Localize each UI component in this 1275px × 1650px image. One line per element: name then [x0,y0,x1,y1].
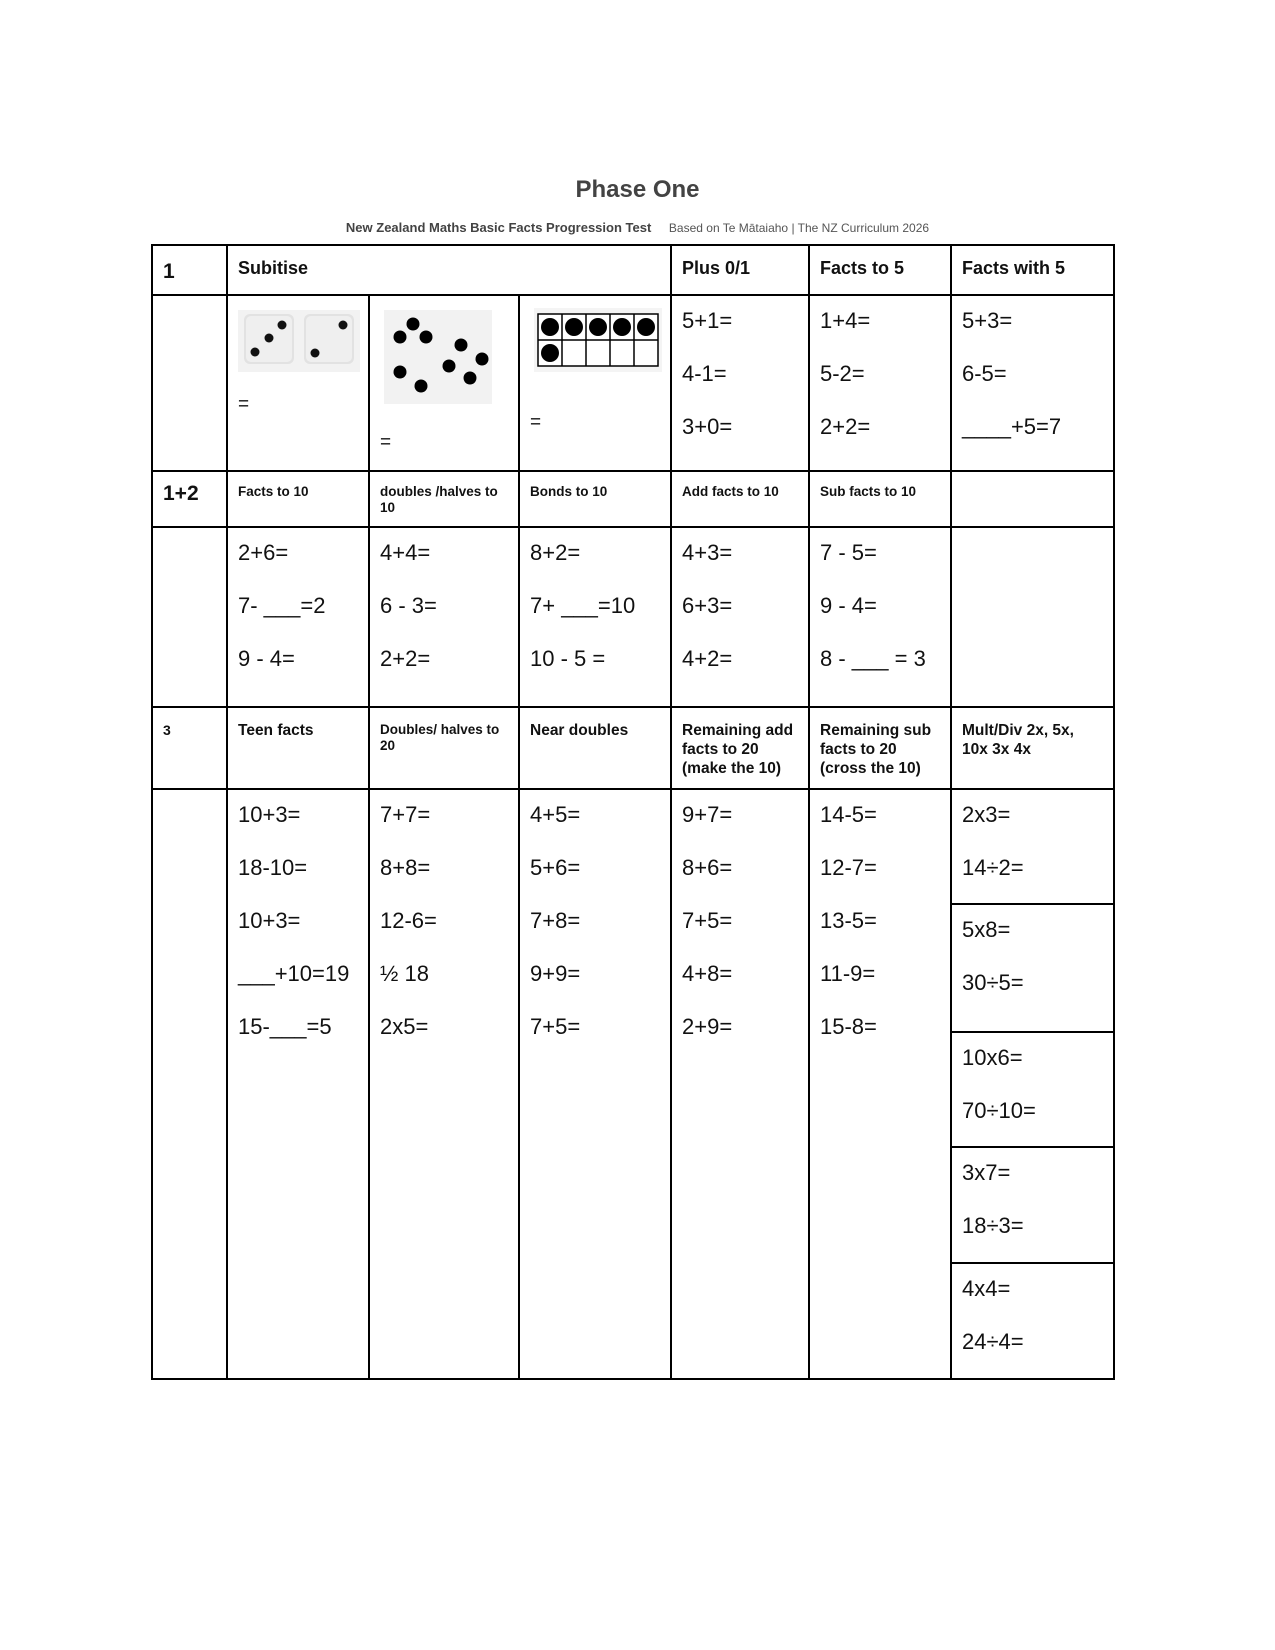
heading-remaining-sub-facts: Remaining sub facts to 20 (cross the 10) [809,707,951,789]
mult-div-group [952,1264,1113,1378]
ten-frame-answer: = [530,412,542,433]
question: 8+8= [380,855,431,880]
question: 10x6= [962,1045,1023,1070]
question: 2+9= [682,1014,733,1039]
question: 7+7= [380,802,431,827]
question: ___+10=19 [238,961,350,986]
heading-facts-to-5: Facts to 5 [809,245,951,295]
heading-doubles-halves-to-10: doubles /halves to 10 [369,471,519,527]
heading-subitise: Subitise [227,245,671,295]
mult-div-group [952,1148,1113,1264]
question: ____+5=7 [962,414,1062,439]
dots-image [384,310,492,404]
question: 12-7= [820,855,877,880]
ten-frame-image [534,308,662,372]
question: 5+6= [530,855,581,880]
question: 7 - 5= [820,540,877,565]
question: 14-5= [820,802,877,827]
question: 9+7= [682,802,733,827]
heading-near-doubles: Near doubles [519,707,671,789]
question: 3x7= [962,1160,1011,1185]
question: 8+6= [682,855,733,880]
page-subtitle [0,220,1275,235]
question: 13-5= [820,908,877,933]
empty-content-cell [951,527,1114,707]
mult-div-cell [951,789,1114,1379]
question: 24÷4= [962,1329,1024,1354]
subitise-dice-cell [227,295,369,471]
subtitle-based-on: Based on Te Mātaiaho | The NZ Curriculum 2026 [668,221,930,235]
question: 6 - 3= [380,593,437,618]
heading-add-facts-to-10: Add facts to 10 [671,471,809,527]
teen-facts-cell [227,789,369,1379]
heading-doubles-halves-to-20: Doubles/ halves to 20 [369,707,519,789]
question: 30÷5= [962,970,1024,995]
question: 7+5= [682,908,733,933]
phase-3-blank [152,789,227,1379]
question: 2x5= [380,1014,429,1039]
question: 5-2= [820,361,865,386]
question: 4+2= [682,646,733,671]
question: 5+1= [682,308,733,333]
question: 4+4= [380,540,431,565]
question: 11-9= [820,961,876,986]
question: 8+2= [530,540,581,565]
question: 12-6= [380,908,437,933]
question: 1+4= [820,308,871,333]
heading-mult-div: Mult/Div 2x, 5x, 10x 3x 4x [951,707,1114,789]
question: 15-8= [820,1014,877,1039]
question: 4+3= [682,540,733,565]
heading-plus-0-1: Plus 0/1 [671,245,809,295]
question: 10+3= [238,802,301,827]
mult-div-group [952,905,1113,1033]
heading-sub-facts-to-10: Sub facts to 10 [809,471,951,527]
phase-1-number: 1 [152,245,227,295]
heading-bonds-to-10: Bonds to 10 [519,471,671,527]
phase-1-2-number: 1+2 [152,471,227,527]
question: 10 - 5 = [530,646,606,671]
dice-image [238,310,360,372]
phase-1-blank [152,295,227,471]
question: 4-1= [682,361,727,386]
phase-1-2-blank [152,527,227,707]
dots-answer: = [380,432,392,453]
question: 70÷10= [962,1098,1036,1123]
question: 7+8= [530,908,581,933]
facts-to-10-cell [227,527,369,707]
question: 7- ___=2 [238,593,326,618]
subitise-dots-cell [369,295,519,471]
heading-facts-with-5: Facts with 5 [951,245,1114,295]
near-doubles-cell [519,789,671,1379]
remaining-add-facts-cell [671,789,809,1379]
question: 7+ ___=10 [530,593,636,618]
facts-to-5-cell [809,295,951,471]
empty-heading-cell [951,471,1114,527]
question: 2x3= [962,802,1011,827]
heading-facts-to-10: Facts to 10 [227,471,369,527]
phase-3-number: 3 [152,707,227,789]
question: 9 - 4= [820,593,877,618]
plus-0-1-cell [671,295,809,471]
question: 9+9= [530,961,581,986]
question: 5x8= [962,917,1011,942]
facts-table [151,244,1115,1380]
heading-teen-facts: Teen facts [227,707,369,789]
question: 4+5= [530,802,581,827]
facts-with-5-cell [951,295,1114,471]
subitise-tenframe-cell [519,295,671,471]
question: 15-___=5 [238,1014,332,1039]
question: 8 - ___ = 3 [820,646,926,671]
question: 5+3= [962,308,1013,333]
question: 6-5= [962,361,1007,386]
question: 10+3= [238,908,301,933]
question: 2+2= [380,646,431,671]
bonds-to-10-cell [519,527,671,707]
question: 2+2= [820,414,871,439]
question: ½ 18 [380,961,429,986]
question: 7+5= [530,1014,581,1039]
page-title: Phase One [575,176,700,203]
question: 9 - 4= [238,646,295,671]
question: 14÷2= [962,855,1024,880]
remaining-sub-facts-cell [809,789,951,1379]
question: 18-10= [238,855,308,880]
mult-div-group [952,790,1113,905]
heading-remaining-add-facts: Remaining add facts to 20 (make the 10) [671,707,809,789]
question: 4+8= [682,961,733,986]
question: 18÷3= [962,1213,1024,1238]
sub-facts-to-10-cell [809,527,951,707]
doubles-halves-to-20-cell [369,789,519,1379]
question: 2+6= [238,540,289,565]
question: 4x4= [962,1276,1011,1301]
subtitle-main: New Zealand Maths Basic Facts Progression Test [345,220,652,235]
dice-answer: = [238,394,250,415]
question: 6+3= [682,593,733,618]
add-facts-to-10-cell [671,527,809,707]
mult-div-group [952,1033,1113,1148]
doubles-halves-to-10-cell [369,527,519,707]
question: 3+0= [682,414,733,439]
